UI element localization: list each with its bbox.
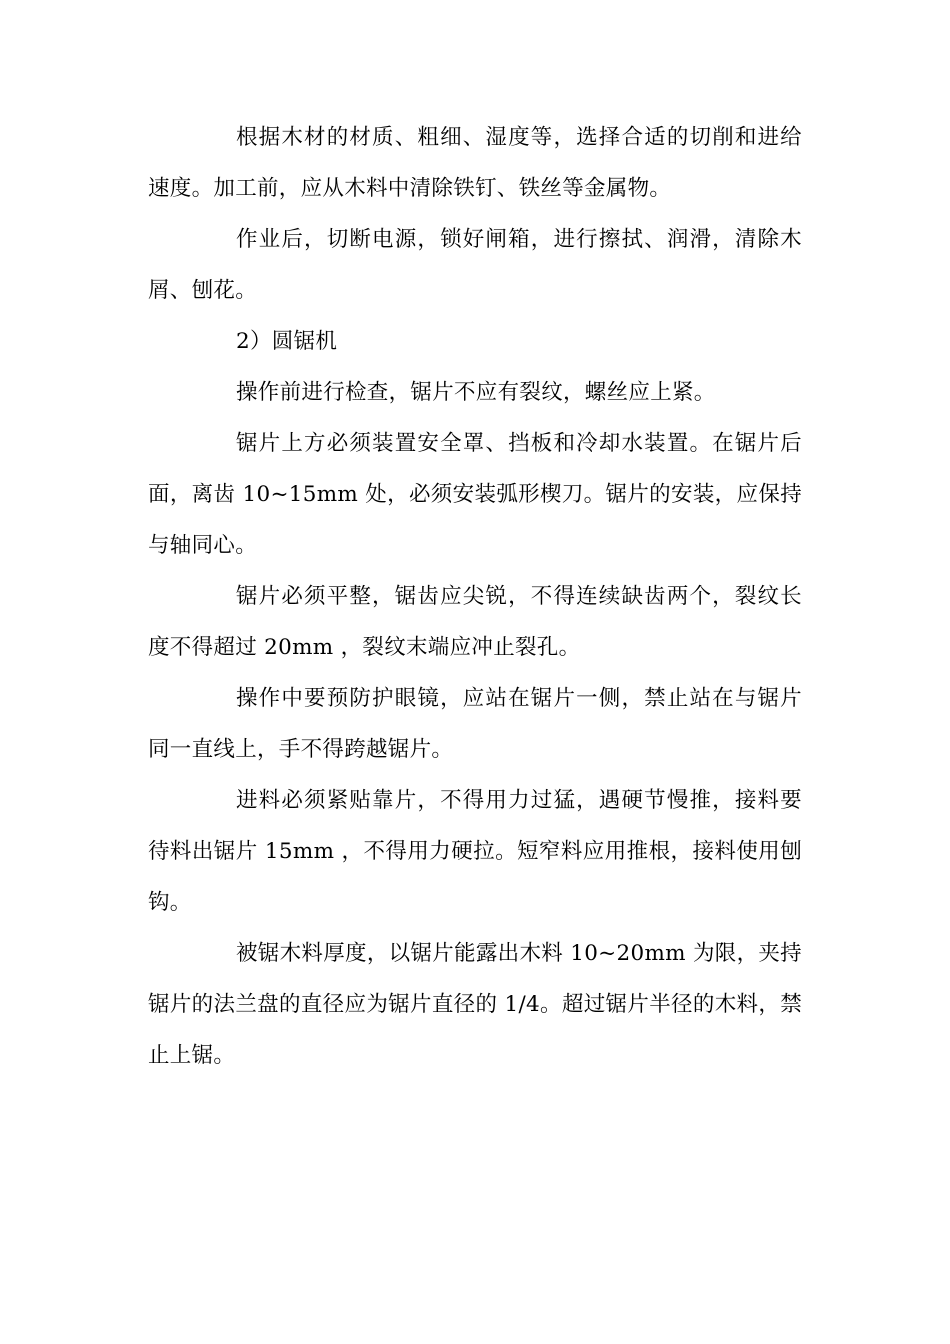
document-body xyxy=(148,112,802,1081)
paragraph: 锯片上方必须装置安全罩、挡板和冷却水装置。在锯片后面，离齿 10~15mm 处，必须安装弧形楔刀。锯片的安装，应保持与轴同心。 xyxy=(148,431,802,558)
paragraph: 被锯木料厚度，以锯片能露出木料 10~20mm 为限，夹持锯片的法兰盘的直径应为锯片直径的 1/4。超过锯片半径的木料，禁止上锯。 xyxy=(148,941,802,1068)
paragraph: 作业后，切断电源，锁好闸箱，进行擦拭、润滑，清除木屑、刨花。 xyxy=(148,227,802,303)
section-heading: 2）圆锯机 xyxy=(236,329,338,354)
paragraph: 根据木材的材质、粗细、湿度等，选择合适的切削和进给速度。加工前，应从木料中清除铁钉、铁丝等金属物。 xyxy=(148,125,802,201)
paragraph: 操作中要预防护眼镜，应站在锯片一侧，禁止站在与锯片同一直线上，手不得跨越锯片。 xyxy=(148,686,802,762)
paragraph: 锯片必须平整，锯齿应尖锐，不得连续缺齿两个，裂纹长度不得超过 20mm ，裂纹末端应冲止裂孔。 xyxy=(148,584,802,660)
paragraph: 操作前进行检查，锯片不应有裂纹，螺丝应上紧。 xyxy=(236,380,716,405)
paragraph: 进料必须紧贴靠片，不得用力过猛，遇硬节慢推，接料要待料出锯片 15mm ，不得用力硬拉。短窄料应用推根，接料使用刨钩。 xyxy=(148,788,802,915)
